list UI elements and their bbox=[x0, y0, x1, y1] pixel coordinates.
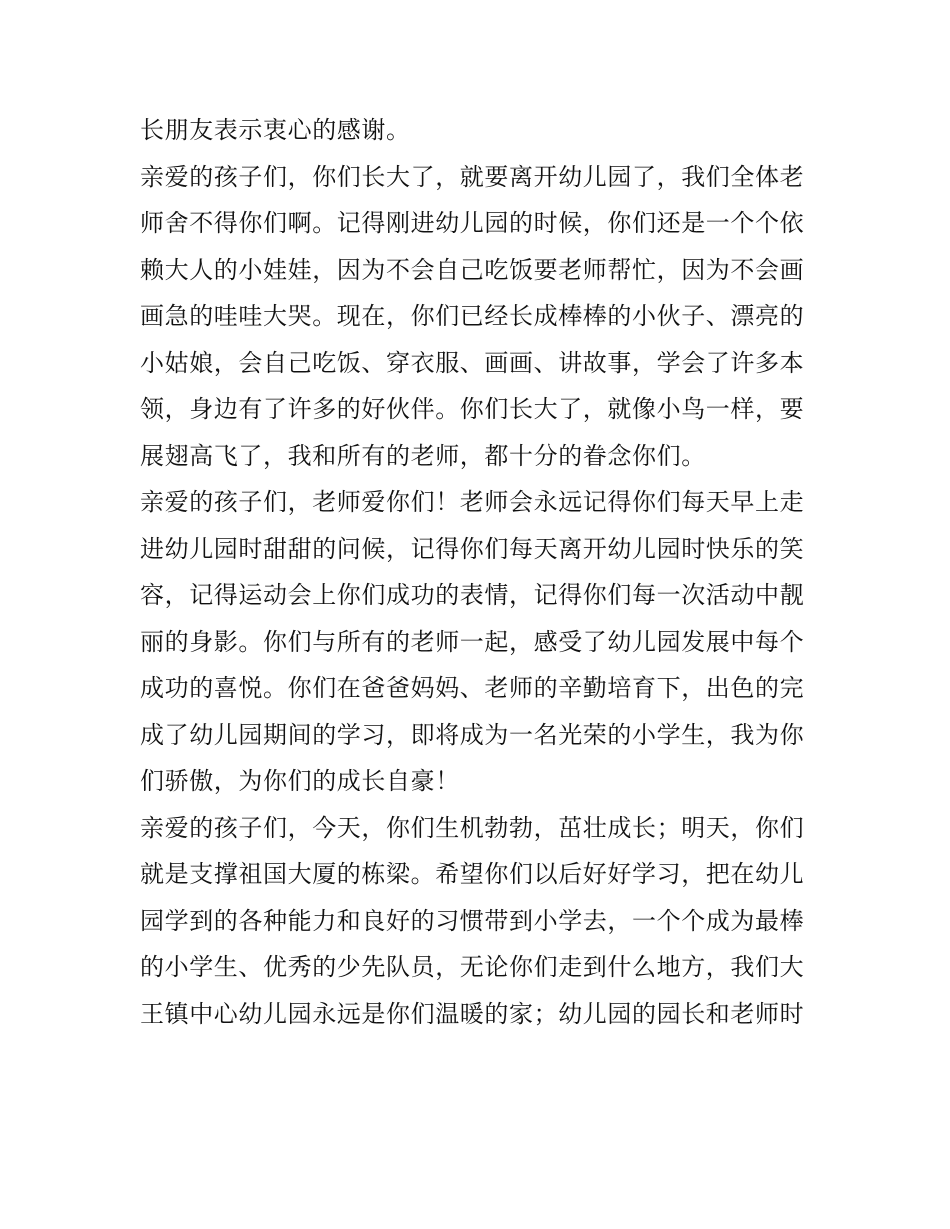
document-body bbox=[140, 107, 820, 1037]
text-line: 丽的身影。你们与所有的老师一起，感受了幼儿园发展中每个 bbox=[140, 627, 805, 656]
text-line: 成了幼儿园期间的学习，即将成为一名光荣的小学生，我为你 bbox=[140, 720, 805, 749]
text-line: 长朋友表示衷心的感谢。 bbox=[140, 116, 411, 144]
text-line: 成功的喜悦。你们在爸爸妈妈、老师的辛勤培育下，出色的完 bbox=[140, 674, 805, 702]
text-line: 的小学生、优秀的少先队员，无论你们走到什么地方，我们大 bbox=[140, 953, 805, 981]
text-line: 亲爱的孩子们，今天，你们生机勃勃，茁壮成长；明天，你们 bbox=[140, 813, 805, 842]
text-line: 画急的哇哇大哭。现在，你们已经长成棒棒的小伙子、漂亮的 bbox=[140, 302, 805, 330]
text-line: 王镇中心幼儿园永远是你们温暖的家；幼儿园的园长和老师时 bbox=[140, 999, 805, 1028]
text-line: 园学到的各种能力和良好的习惯带到小学去，一个个成为最棒 bbox=[140, 906, 805, 935]
text-line: 容，记得运动会上你们成功的表情，记得你们每一次活动中靓 bbox=[140, 581, 805, 609]
text-line: 就是支撑祖国大厦的栋梁。希望你们以后好好学习，把在幼儿 bbox=[140, 860, 805, 888]
text-line: 赖大人的小娃娃，因为不会自己吃饭要老师帮忙，因为不会画 bbox=[140, 255, 805, 284]
text-line: 亲爱的孩子们，老师爱你们！老师会永远记得你们每天早上走 bbox=[140, 488, 805, 516]
text-line: 们骄傲，为你们的成长自豪！ bbox=[140, 767, 460, 795]
text-line: 亲爱的孩子们，你们长大了，就要离开幼儿园了，我们全体老 bbox=[140, 162, 805, 191]
text-line: 进幼儿园时甜甜的问候，记得你们每天离开幼儿园时快乐的笑 bbox=[140, 534, 805, 563]
text-line: 小姑娘，会自己吃饭、穿衣服、画画、讲故事，学会了许多本 bbox=[140, 348, 805, 377]
text-line: 师舍不得你们啊。记得刚进幼儿园的时候，你们还是一个个依 bbox=[140, 209, 805, 237]
text-line: 领，身边有了许多的好伙伴。你们长大了，就像小鸟一样，要 bbox=[140, 395, 805, 423]
text-line: 展翅高飞了，我和所有的老师，都十分的眷念你们。 bbox=[140, 441, 706, 470]
